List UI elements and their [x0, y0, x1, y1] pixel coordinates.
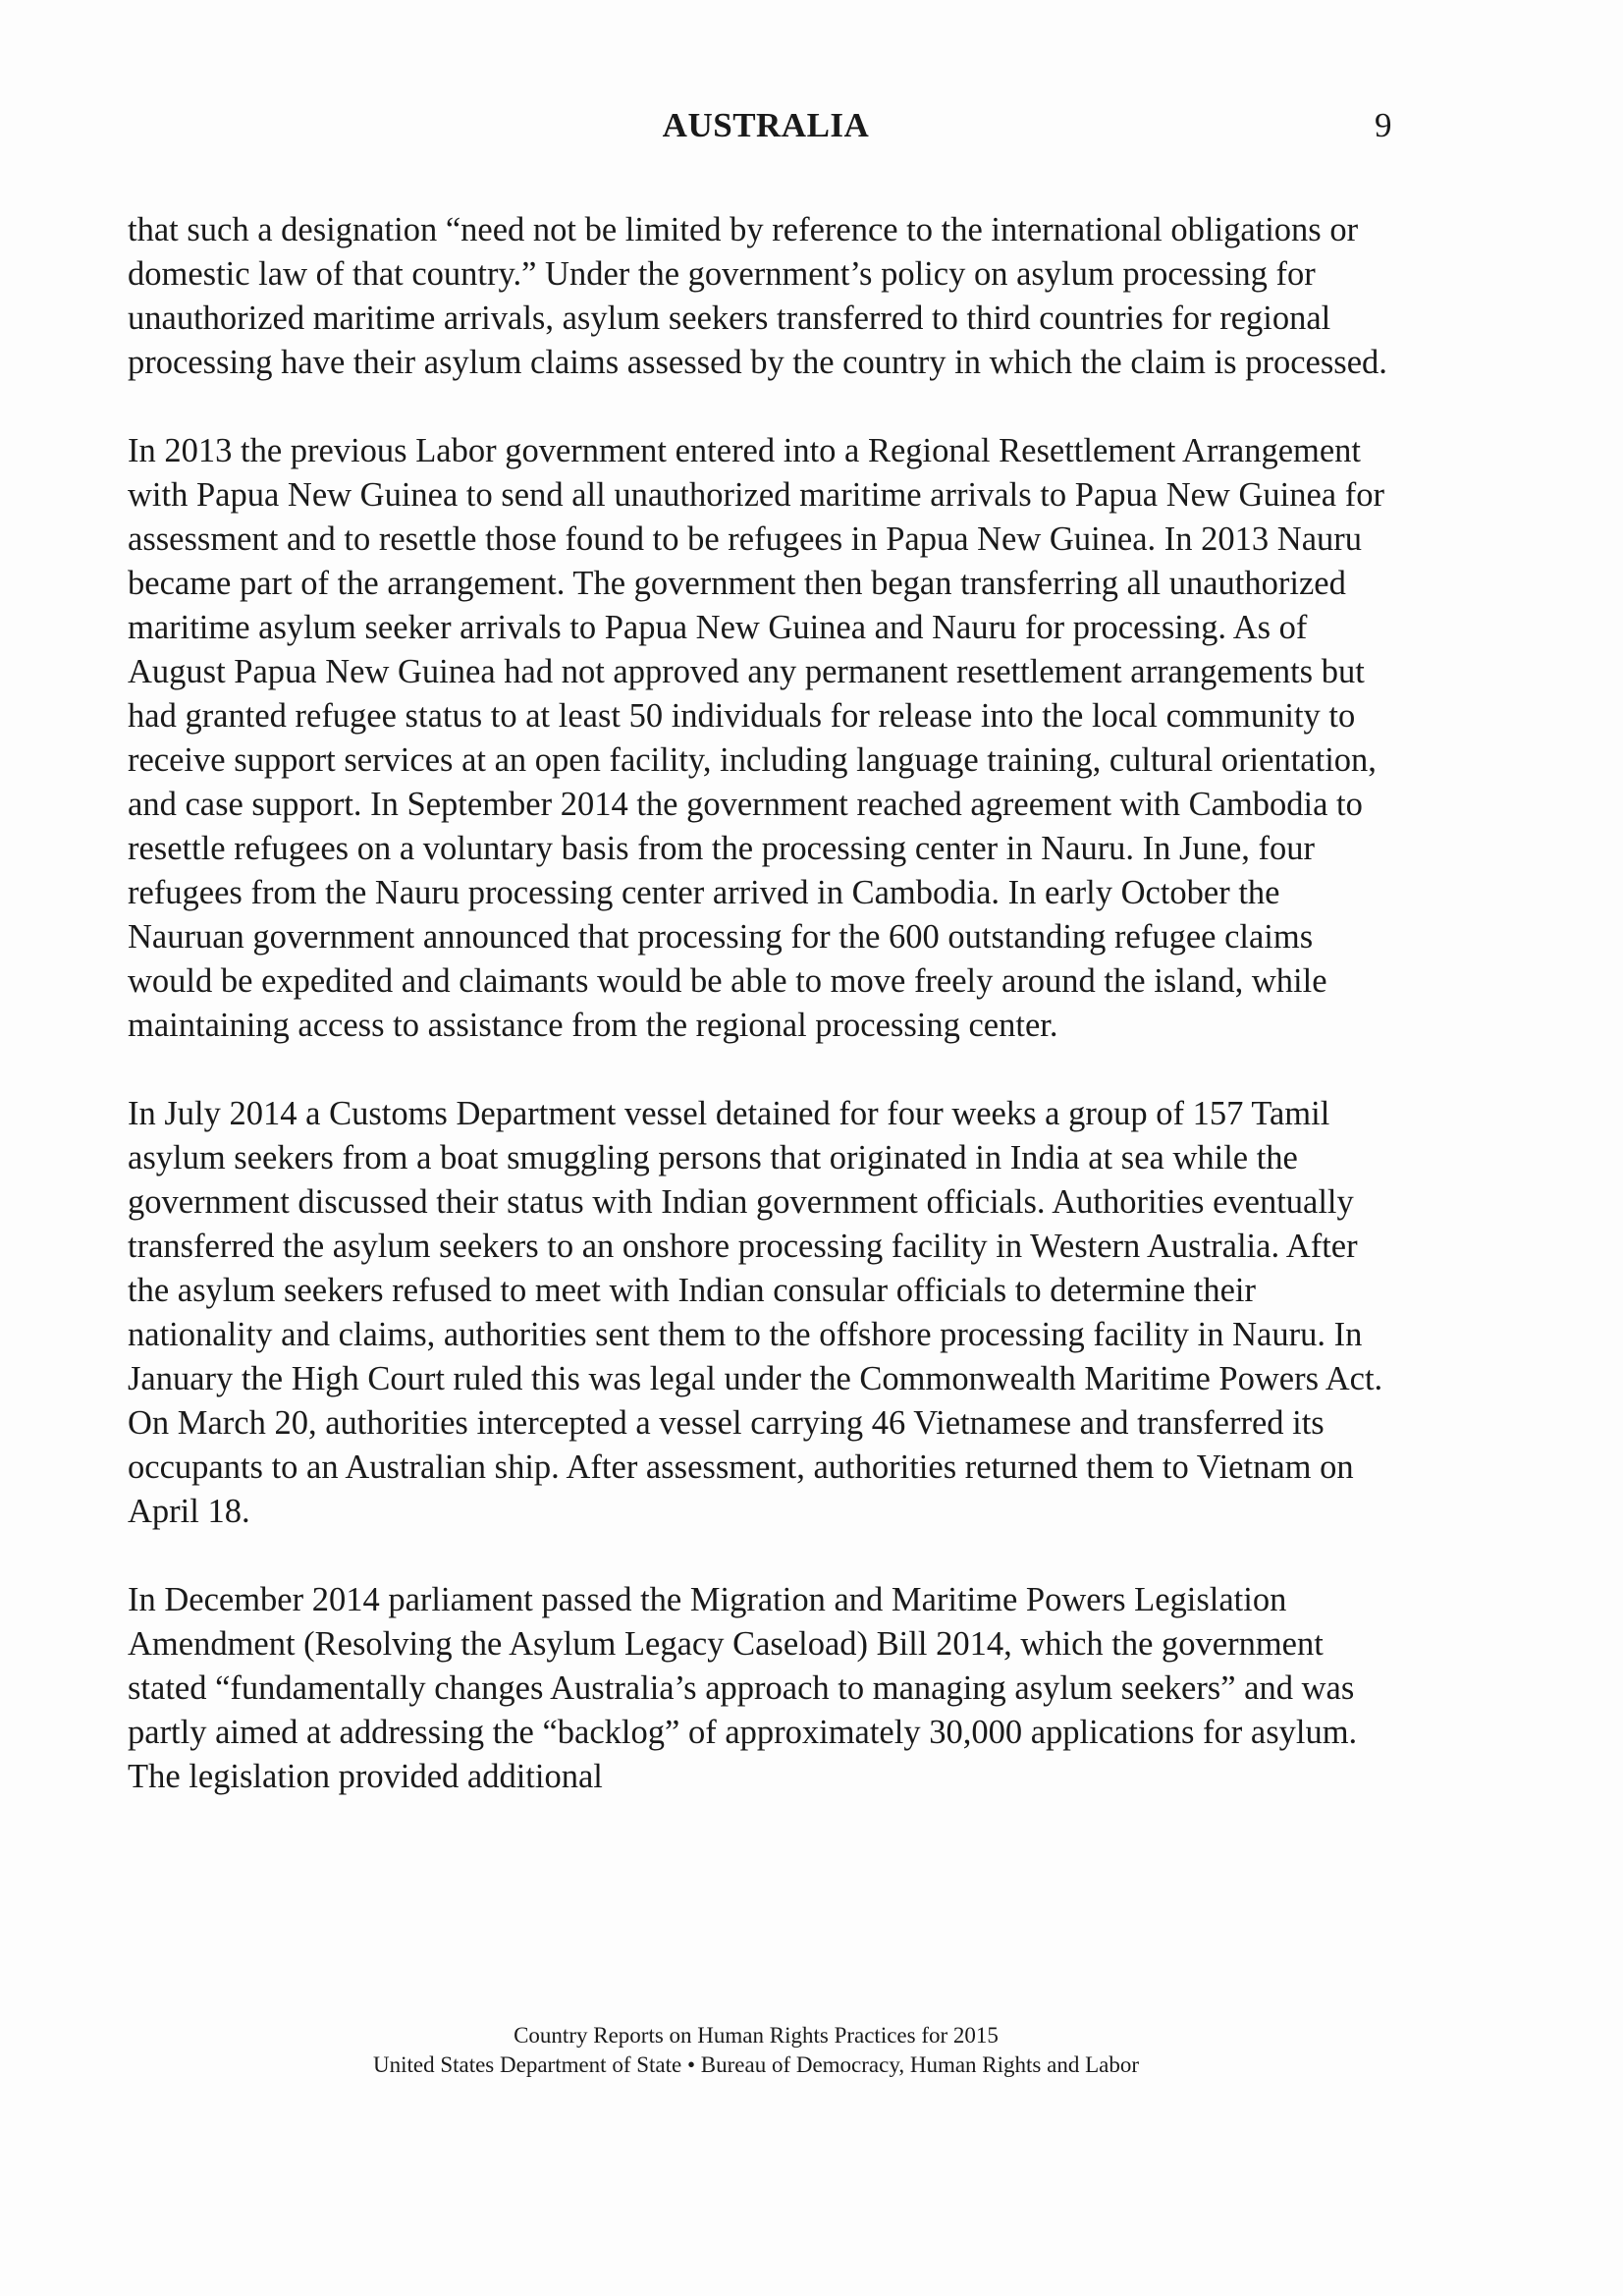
- footer-report-title: Country Reports on Human Rights Practices for 2015: [514, 2023, 999, 2048]
- body-text: [128, 208, 1394, 1843]
- page-number: 9: [1375, 106, 1392, 144]
- paragraph: In 2013 the previous Labor government entered into a Regional Resettlement Arrangement with Papua New Guinea to send all unauthorized maritime arrivals to Papua New Guinea for assessment and to resettle those found to be refugees in Papua New Guinea. In 2013 Nauru became part of the arrangement. The government then began transferring all unauthorized maritime asylum seeker arrivals to Papua New Guinea and Nauru for processing. As of August Papua New Guinea had not approved any permanent resettlement arrangements but had granted refugee status to at least 50 individuals for release into the local community to receive support services at an open facility, including language training, cultural orientation, and case support. In September 2014 the government reached agreement with Cambodia to resettle refugees on a voluntary basis from the processing center in Nauru. In June, four refugees from the Nauru processing center arrived in Cambodia. In early October the Nauruan government announced that processing for the 600 outstanding refugee claims would be expedited and claimants would be able to move freely around the island, while maintaining access to assistance from the regional processing center.: [128, 432, 1384, 1044]
- page-header-title: AUSTRALIA: [662, 106, 870, 144]
- paragraph: In December 2014 parliament passed the Migration and Maritime Powers Legislation Amendment (Resolving the Asylum Legacy Caseload) Bill 2014, which the government stated “fundamentally changes Australia’s approach to managing asylum seekers” and was partly aimed at addressing the “backlog” of approximately 30,000 applications for asylum. The legislation provided additional: [128, 1581, 1358, 1795]
- paragraph: In July 2014 a Customs Department vessel detained for four weeks a group of 157 Tamil asylum seekers from a boat smuggling persons that originated in India at sea while the government discussed their status with Indian government officials. Authorities eventually transferred the asylum seekers to an onshore processing facility in Western Australia. After the asylum seekers refused to meet with Indian consular officials to determine their nationality and claims, authorities sent them to the offshore processing facility in Nauru. In January the High Court ruled this was legal under the Commonwealth Maritime Powers Act. On March 20, authorities intercepted a vessel carrying 46 Vietnamese and transferred its occupants to an Australian ship. After assessment, authorities returned them to Vietnam on April 18.: [128, 1095, 1383, 1530]
- page-footer: [0, 2021, 1512, 2080]
- footer-department: United States Department of State • Bureau of Democracy, Human Rights and Labor: [372, 2052, 1140, 2077]
- paragraph: that such a designation “need not be limited by reference to the international obligations or domestic law of that country.” Under the government’s policy on asylum processing for unauthorized maritime arrivals, asylum seekers transferred to third countries for regional processing have their asylum claims assessed by the country in which the claim is processed.: [128, 211, 1387, 381]
